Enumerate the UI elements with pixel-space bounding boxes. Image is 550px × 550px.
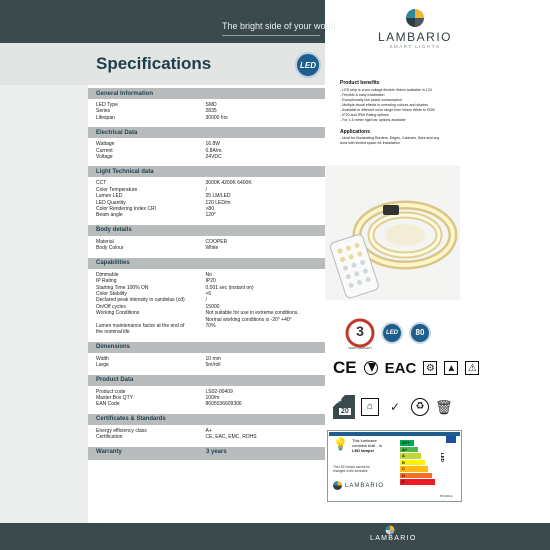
- spec-value: 25 LM/LED: [205, 193, 231, 200]
- product-image: [325, 165, 460, 300]
- spec-key: Voltage: [96, 154, 113, 161]
- page-title: Specifications: [96, 54, 212, 73]
- warranty-years: 3: [356, 323, 364, 339]
- energy-class-bar: A+: [400, 447, 418, 453]
- spec-key: Color Temperature: [96, 186, 138, 193]
- spec-key: Lumen LED: [96, 193, 123, 200]
- indoor-use-icon: ⚙: [423, 361, 437, 375]
- spec-value: 15000: [205, 303, 220, 310]
- spec-value: No: [205, 271, 212, 278]
- section-header: [88, 447, 325, 460]
- text-line: - Available in different color range from Warm White to RGB: [340, 107, 435, 112]
- text-line: area with limited space for installation: [340, 141, 400, 145]
- spec-value: /: [205, 297, 207, 304]
- spec-value: 16.8W: [205, 141, 220, 148]
- section-rows: [88, 99, 325, 121]
- eu-flag-icon: [446, 436, 456, 443]
- cri-value: 80: [415, 328, 425, 337]
- section-rows: [88, 138, 325, 160]
- section-header: Light Technical data: [88, 166, 325, 177]
- spec-key: Energy efficiency class: [96, 427, 147, 434]
- spec-value: >80: [205, 206, 214, 213]
- footer-logo-icon: [384, 525, 396, 535]
- spec-key: Starting Time 100% ON: [96, 284, 149, 291]
- spec-value: [206, 329, 325, 335]
- energy-regulation: 874/2012: [440, 494, 453, 498]
- cert-row: [333, 358, 479, 378]
- spec-key: Material: [96, 238, 114, 245]
- benefits-block: [340, 80, 540, 123]
- energy-class-bar: B: [400, 460, 425, 466]
- led-strip-illustration: [325, 165, 460, 300]
- tagline: The bright side of your world: [222, 21, 336, 31]
- spec-value: 30000 hrs: [205, 114, 228, 121]
- spec-value: 120 LED/m: [205, 199, 231, 206]
- spec-key: Color Stability: [96, 290, 127, 297]
- logo-subtitle: SMART LIGHTS: [389, 44, 441, 49]
- section-rows: [88, 236, 325, 252]
- energy-class-bar: A: [400, 453, 421, 459]
- section-header: General Information: [88, 88, 325, 99]
- applications-block: [340, 129, 540, 147]
- spec-value: 8605036609306: [205, 401, 242, 408]
- spec-key: Product code: [96, 388, 126, 395]
- recycle-icon: ♻: [411, 398, 429, 416]
- spec-key: Series: [96, 108, 111, 115]
- section-header: Capabilities: [88, 258, 325, 269]
- section-rows: [88, 386, 325, 408]
- spec-key: Master Box QTY: [96, 394, 133, 401]
- spec-value: 100/m: [205, 394, 220, 401]
- spec-value: 0.8A/m.: [205, 147, 223, 154]
- logo-name: LAMBARIO: [377, 30, 452, 44]
- lamp-bulb-icon: 💡: [333, 437, 348, 451]
- spec-key: Large: [96, 362, 109, 369]
- spec-value: IP20: [205, 278, 216, 285]
- section-rows: [88, 425, 325, 441]
- energy-note-2: changed in the luminaire: [333, 469, 368, 473]
- spec-key: EAN Code: [96, 401, 120, 408]
- section-header: Dimensions: [88, 342, 325, 353]
- led-badge: LED: [295, 52, 321, 78]
- energy-side-label: LED: [440, 453, 445, 462]
- energy-label: [327, 430, 462, 502]
- energy-text-1: This luminaire: [352, 438, 377, 443]
- text-line: - IP20 and IP65 Rating options: [340, 112, 389, 117]
- warranty-value: 3 years: [206, 449, 227, 456]
- text-line: - LED strip is a low voltage flexible ribbon available in 12V: [340, 87, 433, 92]
- spec-value: COOPER: [205, 238, 228, 245]
- section-rows: [88, 269, 325, 336]
- energy-class-bar: A++: [400, 440, 414, 446]
- text-line: - Ideal for illuminating Borders, Edges, Cabinets, Bars and any: [340, 136, 440, 140]
- spec-value: 5m/roll: [205, 362, 221, 369]
- lamp-icon: ▲: [444, 361, 458, 375]
- spec-row: [88, 154, 325, 160]
- spec-value: Not suitable for use in extreme conditions.: [205, 310, 299, 317]
- energy-text-2: contains built - in: [352, 443, 383, 448]
- tagline-divider: [222, 35, 320, 36]
- weee-bin-icon: 🗑: [435, 399, 453, 415]
- spec-key: Certification: [96, 434, 123, 441]
- spec-value: LS02-00409: [205, 388, 233, 395]
- footer-brand: LAMBARIO: [370, 535, 417, 542]
- spec-key: On/Off cycles: [96, 303, 126, 310]
- spec-value: 70%: [205, 322, 216, 329]
- energy-class-bar: D: [400, 473, 432, 479]
- benefits-title: Product benefits: [340, 80, 380, 86]
- lambario-logo-icon: [404, 8, 426, 28]
- warranty-caption: YEARS WARRANTY: [347, 347, 373, 350]
- spec-key: Wattage: [96, 141, 115, 148]
- ip20-icon: [333, 395, 355, 419]
- ip-label: IP: [335, 398, 342, 405]
- spec-value: 120°: [205, 212, 216, 219]
- ip-value: 20: [341, 408, 349, 415]
- text-line: - Multiple visual effects in unending colours and shades: [340, 102, 429, 107]
- applications-title: Applications: [340, 128, 371, 135]
- spec-table: [88, 88, 325, 460]
- section-rows: [88, 177, 325, 218]
- energy-brand-icon: [333, 481, 342, 490]
- env-row: [333, 395, 451, 419]
- spec-value: 10 mm: [205, 355, 221, 362]
- spec-row: [88, 329, 325, 335]
- section-header: Electrical Data: [88, 127, 325, 138]
- spec-value: /: [205, 186, 207, 193]
- spec-value: Normal working conditions is -20° +40°: [205, 316, 292, 323]
- spec-key: Body Colour: [96, 245, 124, 252]
- spec-value: 0.001 sec (instant on): [205, 284, 254, 291]
- spec-key: Color Rendering Index CRI: [96, 206, 157, 213]
- led-round-badge: [381, 322, 403, 344]
- text-line: - Flexible & easy installation: [340, 92, 385, 97]
- section-header: Body details: [88, 225, 325, 236]
- spec-value: SMD: [205, 102, 217, 108]
- spec-value: 2835: [205, 108, 217, 115]
- brand-logo: [360, 8, 470, 58]
- right-column: [340, 80, 540, 152]
- footer: [0, 523, 550, 550]
- spec-key: Dimmable: [96, 271, 119, 278]
- spec-key: LED Type: [96, 102, 118, 108]
- spec-value: A+: [205, 427, 212, 434]
- spec-key: Working Conditions: [96, 310, 140, 317]
- energy-text-3: LED lamps!: [352, 448, 375, 453]
- spec-value: White: [205, 245, 219, 252]
- spec-key: CCT: [96, 180, 107, 187]
- section-header: Certificates & Standards: [88, 414, 325, 425]
- badges-row: [345, 318, 431, 348]
- spec-key: Current: [96, 147, 113, 154]
- emc-icon: [364, 361, 378, 375]
- left-strip: [0, 85, 88, 523]
- ce-mark: CE: [333, 358, 357, 377]
- spec-key: Lifespan: [96, 114, 115, 121]
- spec-row: [88, 362, 325, 368]
- warranty-badge: [345, 318, 375, 348]
- spec-key: Declared peak intensity in candelas (cd): [96, 297, 185, 304]
- spec-row: [88, 245, 325, 251]
- energy-class-bar: C: [400, 466, 428, 472]
- spec-value: CE, EAC, EMC, ROHS: [205, 434, 257, 441]
- spec-row: [88, 401, 325, 407]
- spec-row: [88, 434, 325, 440]
- section-rows: [88, 353, 325, 369]
- section-header: Product Data: [88, 375, 325, 386]
- spec-value: <6: [205, 290, 212, 297]
- spec-row: [88, 212, 325, 218]
- spec-key: IP Rating: [96, 278, 117, 285]
- indoor-house-icon: ⌂: [361, 398, 379, 416]
- rohs-icon: ✓: [389, 400, 401, 414]
- spec-key: the nominal life: [96, 329, 130, 336]
- no-dimmer-icon: ⚠: [465, 361, 479, 375]
- energy-brand: LAMBARIO: [345, 482, 385, 489]
- eac-mark: EAC: [384, 359, 417, 377]
- spec-value: 3000K 4200K 6400K: [205, 180, 252, 187]
- text-line: - For 1.5 meter rigid bar options available: [340, 117, 406, 122]
- spec-key: LED Quantity: [96, 199, 126, 206]
- warranty-title: Warranty: [96, 449, 122, 456]
- energy-class-bar: E: [400, 479, 435, 485]
- spec-key: Width: [96, 355, 109, 362]
- text-line: - Exceptionally low power consumption: [340, 97, 402, 102]
- energy-note-1: The LED lamps cannot be: [333, 465, 370, 469]
- led-round-label: LED: [386, 330, 398, 336]
- cri-badge: [409, 322, 431, 344]
- spec-key: Beam angle: [96, 212, 123, 219]
- spec-row: [88, 115, 325, 121]
- spec-value: 24VDC: [205, 154, 222, 161]
- spec-key: Lumen maintenance factor at the end of: [96, 322, 185, 329]
